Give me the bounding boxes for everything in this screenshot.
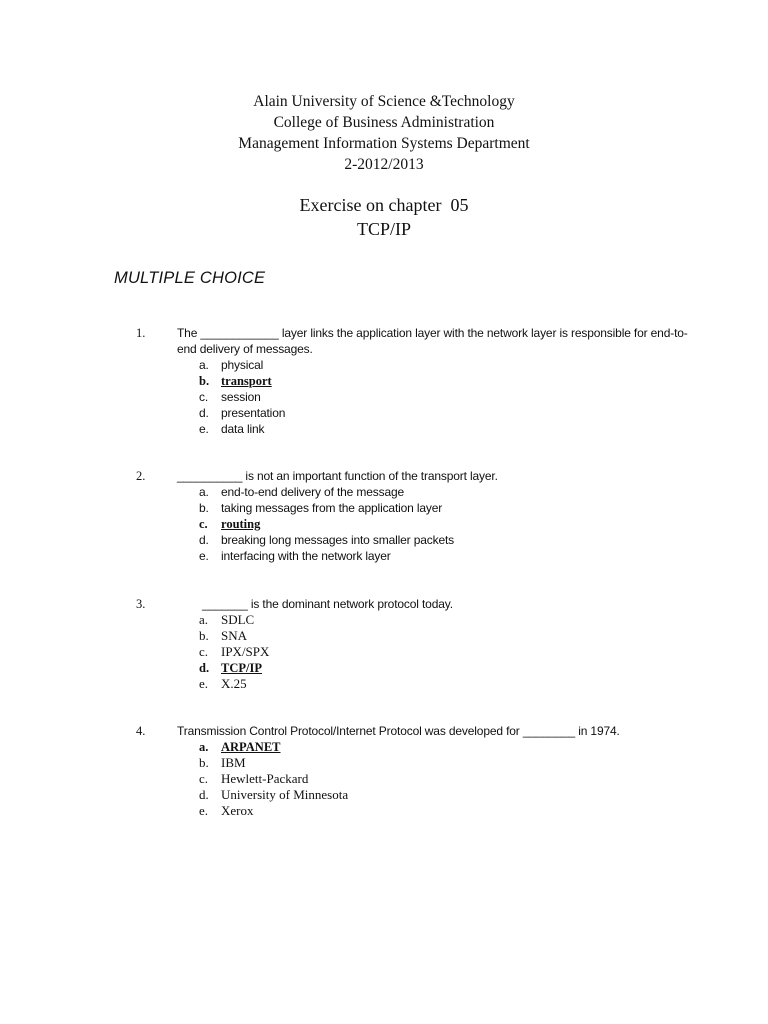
option	[0, 405, 768, 421]
option	[0, 357, 768, 373]
option	[0, 548, 768, 564]
option-letter: d.	[199, 787, 209, 802]
option-letter: e.	[199, 676, 209, 691]
option-letter: c.	[199, 644, 209, 659]
correct-option	[0, 660, 768, 676]
option-text: Xerox	[221, 803, 254, 818]
question-text: Transmission Control Protocol/Internet Protocol was developed for ________ in 1974.	[177, 724, 620, 738]
option-letter: a.	[199, 612, 209, 627]
option-text: interfacing with the network layer	[221, 549, 391, 563]
correct-option	[0, 373, 768, 389]
options-list	[0, 484, 768, 564]
option-letter: d.	[199, 661, 210, 675]
option-text: IBM	[221, 755, 246, 770]
department-name: Management Information Systems Department	[238, 135, 530, 152]
option-text: SDLC	[221, 612, 255, 627]
options-list	[0, 612, 768, 692]
option-letter: c.	[199, 771, 209, 786]
option-letter: a.	[199, 740, 209, 754]
option-letter: d.	[199, 406, 209, 420]
option-letter: c.	[199, 390, 209, 404]
academic-term: 2-2012/2013	[344, 156, 424, 173]
option	[0, 532, 768, 548]
question-number: 2.	[136, 469, 146, 483]
option	[0, 484, 768, 500]
option-letter: b.	[199, 501, 209, 515]
option-text: TCP/IP	[221, 661, 262, 675]
exercise-title: Exercise on chapter 05	[299, 195, 469, 215]
question-text: _______ is the dominant network protocol today.	[202, 597, 453, 611]
university-name: Alain University of Science &Technology	[253, 93, 515, 110]
exercise-subtitle: TCP/IP	[356, 219, 412, 239]
option-letter: e.	[199, 803, 209, 818]
option	[0, 676, 768, 692]
option-text: session	[221, 390, 261, 404]
option-letter: e.	[199, 422, 209, 436]
option-text: physical	[221, 358, 264, 372]
question-text: __________ is not an important function of the transport layer.	[177, 469, 498, 483]
option	[0, 612, 768, 628]
option	[0, 389, 768, 405]
option-text: University of Minnesota	[221, 787, 349, 802]
exercise-heading	[0, 193, 768, 241]
document-header	[0, 91, 768, 175]
option-text: IPX/SPX	[221, 644, 270, 659]
option-letter: a.	[199, 358, 209, 372]
college-name: College of Business Administration	[273, 114, 495, 131]
option	[0, 755, 768, 771]
option	[0, 628, 768, 644]
option-letter: b.	[199, 755, 209, 770]
option	[0, 644, 768, 660]
option-text: end-to-end delivery of the message	[221, 485, 405, 499]
option-text: routing	[221, 517, 261, 531]
section-title: MULTIPLE CHOICE	[114, 269, 266, 287]
option-letter: b.	[199, 628, 209, 643]
option-letter: b.	[199, 374, 210, 388]
option-text: taking messages from the application layer	[221, 501, 443, 515]
option	[0, 421, 768, 437]
option-text: breaking long messages into smaller packets	[221, 533, 455, 547]
option-letter: c.	[199, 517, 208, 531]
correct-option	[0, 739, 768, 755]
question-number: 4.	[136, 724, 146, 738]
option	[0, 771, 768, 787]
question-number: 1.	[136, 326, 146, 340]
options-list	[0, 739, 768, 819]
option	[0, 500, 768, 516]
option-text: transport	[221, 374, 272, 388]
option-letter: a.	[199, 485, 209, 499]
option-text: ARPANET	[221, 740, 281, 754]
option-text: data link	[221, 422, 265, 436]
option-letter: e.	[199, 549, 209, 563]
option-text: presentation	[221, 406, 286, 420]
options-list	[0, 357, 768, 437]
option-text: Hewlett-Packard	[221, 771, 309, 786]
option	[0, 803, 768, 819]
question-text: The ____________ layer links the application layer with the network layer is responsible for end-to-end delivery of messages.	[177, 326, 688, 356]
question-number: 3.	[136, 597, 146, 611]
option-letter: d.	[199, 533, 209, 547]
option-text: SNA	[221, 628, 248, 643]
option	[0, 787, 768, 803]
option-text: X.25	[221, 676, 247, 691]
correct-option	[0, 516, 768, 532]
